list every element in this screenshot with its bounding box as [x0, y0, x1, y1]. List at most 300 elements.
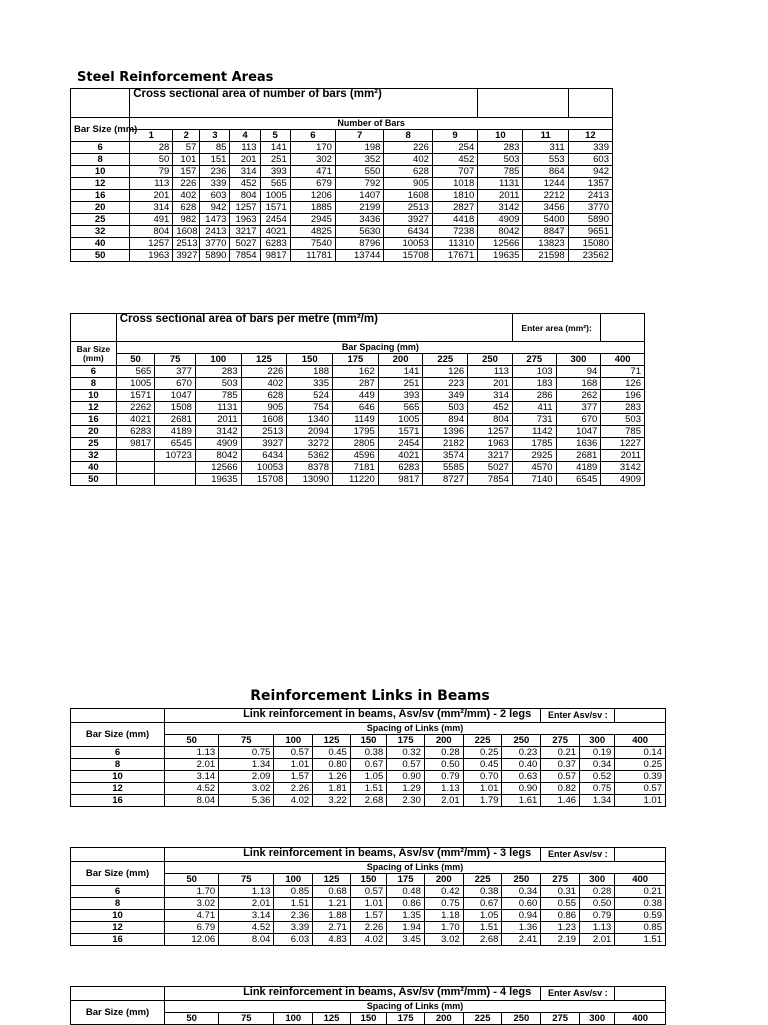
column-header: 50	[165, 1013, 219, 1025]
value-cell: 9817	[378, 474, 423, 486]
value-cell: 287	[333, 378, 379, 390]
table-row	[71, 922, 666, 934]
value-cell: 0.67	[463, 898, 502, 910]
table-row	[71, 402, 645, 414]
column-header: 125	[313, 735, 351, 747]
column-header: 4	[230, 130, 260, 142]
column-header: 7	[335, 130, 383, 142]
value-cell: 0.31	[541, 886, 580, 898]
value-cell: 2.19	[541, 934, 580, 946]
value-cell: 0.80	[313, 759, 351, 771]
column-header: 300	[556, 354, 601, 366]
bar-size-cell: 12	[71, 922, 165, 934]
value-cell: 1005	[116, 378, 155, 390]
bar-size-cell: 12	[71, 783, 165, 795]
links-caption: Link reinforcement in beams, Asv/sv (mm²/mm) - 4 legs	[165, 987, 541, 1001]
value-cell: 3436	[335, 214, 383, 226]
table-row	[71, 747, 666, 759]
value-cell: 754	[287, 402, 333, 414]
column-header: 8	[384, 130, 432, 142]
table-row	[71, 450, 645, 462]
value-cell: 3.39	[274, 922, 313, 934]
value-cell: 157	[173, 166, 200, 178]
value-cell: 2262	[116, 402, 155, 414]
table-row	[71, 238, 613, 250]
value-cell: 731	[512, 414, 556, 426]
column-header: 6	[290, 130, 335, 142]
value-cell: 1571	[378, 426, 423, 438]
value-cell: 4.71	[165, 910, 219, 922]
table-row	[71, 783, 666, 795]
value-cell: 0.25	[615, 759, 666, 771]
value-cell: 393	[260, 166, 290, 178]
value-cell: 1.01	[274, 759, 313, 771]
value-cell: 8796	[335, 238, 383, 250]
value-cell: 804	[130, 226, 173, 238]
value-cell: 0.42	[424, 886, 463, 898]
value-cell: 5.36	[219, 795, 274, 807]
value-cell: 1.57	[350, 910, 386, 922]
value-cell: 1.34	[219, 759, 274, 771]
column-header: 125	[241, 354, 287, 366]
value-cell: 254	[432, 142, 477, 154]
value-cell: 2.68	[350, 795, 386, 807]
value-cell: 894	[423, 414, 468, 426]
value-cell: 314	[130, 202, 173, 214]
value-cell: 0.38	[350, 747, 386, 759]
value-cell: 0.21	[541, 747, 580, 759]
value-cell: 7181	[333, 462, 379, 474]
value-cell: 1357	[568, 178, 612, 190]
value-cell: 201	[130, 190, 173, 202]
value-cell: 302	[290, 154, 335, 166]
value-cell: 0.28	[580, 886, 615, 898]
value-cell: 1.13	[165, 747, 219, 759]
value-cell: 2681	[556, 450, 601, 462]
value-cell: 3770	[200, 238, 230, 250]
value-cell: 339	[568, 142, 612, 154]
value-cell: 4.52	[219, 922, 274, 934]
table-row	[71, 759, 666, 771]
value-cell: 2199	[335, 202, 383, 214]
table-row	[71, 366, 645, 378]
value-cell: 314	[468, 390, 513, 402]
value-cell: 352	[335, 154, 383, 166]
value-cell: 4021	[116, 414, 155, 426]
column-header: 400	[615, 735, 666, 747]
value-cell: 2513	[384, 202, 432, 214]
table-row	[71, 886, 666, 898]
value-cell: 12566	[478, 238, 523, 250]
value-cell: 0.23	[502, 747, 541, 759]
table-row	[71, 771, 666, 783]
value-cell: 565	[378, 402, 423, 414]
value-cell: 0.60	[502, 898, 541, 910]
value-cell: 236	[200, 166, 230, 178]
column-header: 75	[219, 1013, 274, 1025]
value-cell: 19635	[478, 250, 523, 262]
value-cell: 3456	[523, 202, 568, 214]
value-cell: 0.90	[387, 771, 425, 783]
value-cell: 4.83	[313, 934, 351, 946]
group-header: Spacing of Links (mm)	[165, 862, 666, 874]
bar-size-cell: 16	[71, 414, 117, 426]
value-cell: 23562	[568, 250, 612, 262]
value-cell: 0.40	[502, 759, 541, 771]
column-header: 75	[155, 354, 196, 366]
enter-asv-input[interactable]	[615, 848, 666, 862]
column-header: 275	[541, 1013, 580, 1025]
value-cell: 251	[378, 378, 423, 390]
value-cell: 0.38	[615, 898, 666, 910]
value-cell: 0.57	[387, 759, 425, 771]
bars-number-caption: Cross sectional area of number of bars (mm²)	[130, 89, 478, 118]
value-cell: 12.06	[165, 934, 219, 946]
column-header: 250	[502, 735, 541, 747]
value-cell: 0.14	[615, 747, 666, 759]
value-cell: 628	[173, 202, 200, 214]
value-cell: 1227	[601, 438, 645, 450]
value-cell: 503	[601, 414, 645, 426]
bar-size-cell: 16	[71, 190, 130, 202]
column-header: 225	[423, 354, 468, 366]
value-cell: 402	[173, 190, 200, 202]
bar-size-cell: 40	[71, 238, 130, 250]
value-cell: 113	[230, 142, 260, 154]
value-cell: 4418	[432, 214, 477, 226]
bar-size-cell: 8	[71, 898, 165, 910]
value-cell: 1.13	[424, 783, 463, 795]
column-header: 50	[116, 354, 155, 366]
bar-size-cell: 10	[71, 910, 165, 922]
value-cell: 804	[230, 190, 260, 202]
value-cell: 8042	[478, 226, 523, 238]
value-cell: 1.23	[541, 922, 580, 934]
value-cell: 0.86	[541, 910, 580, 922]
bar-size-cell: 20	[71, 202, 130, 214]
column-header: 250	[468, 354, 513, 366]
links-caption: Link reinforcement in beams, Asv/sv (mm²/mm) - 2 legs	[165, 709, 541, 723]
value-cell: 1257	[468, 426, 513, 438]
enter-area-input[interactable]	[601, 314, 645, 342]
value-cell: 792	[335, 178, 383, 190]
value-cell: 0.79	[580, 910, 615, 922]
column-header: 100	[195, 354, 241, 366]
value-cell: 1407	[335, 190, 383, 202]
bar-size-cell: 16	[71, 795, 165, 807]
value-cell: 2513	[173, 238, 200, 250]
value-cell: 4189	[556, 462, 601, 474]
value-cell: 3217	[230, 226, 260, 238]
value-cell: 2.01	[165, 759, 219, 771]
value-cell: 7854	[468, 474, 513, 486]
value-cell: 1.46	[541, 795, 580, 807]
value-cell: 785	[195, 390, 241, 402]
value-cell: 1.21	[313, 898, 351, 910]
value-cell: 2827	[432, 202, 477, 214]
value-cell: 141	[378, 366, 423, 378]
value-cell: 8.04	[219, 934, 274, 946]
value-cell: 50	[130, 154, 173, 166]
value-cell: 3574	[423, 450, 468, 462]
column-header: 275	[541, 735, 580, 747]
value-cell: 6545	[556, 474, 601, 486]
value-cell: 151	[200, 154, 230, 166]
bar-size-cell: 10	[71, 166, 130, 178]
bar-size-cell: 40	[71, 462, 117, 474]
value-cell: 103	[512, 366, 556, 378]
bar-size-cell: 32	[71, 450, 117, 462]
table-row	[71, 250, 613, 262]
value-cell: 670	[155, 378, 196, 390]
value-cell: 2.41	[502, 934, 541, 946]
value-cell: 0.57	[274, 747, 313, 759]
value-cell: 905	[241, 402, 287, 414]
value-cell: 0.19	[580, 747, 615, 759]
value-cell: 71	[601, 366, 645, 378]
value-cell	[155, 474, 196, 486]
value-cell: 0.57	[350, 886, 386, 898]
value-cell: 1.29	[387, 783, 425, 795]
value-cell: 1.81	[313, 783, 351, 795]
value-cell: 0.90	[502, 783, 541, 795]
column-header: 10	[478, 130, 523, 142]
value-cell: 377	[556, 402, 601, 414]
value-cell: 503	[478, 154, 523, 166]
column-header: 125	[313, 874, 351, 886]
value-cell: 311	[523, 142, 568, 154]
value-cell: 12566	[195, 462, 241, 474]
value-cell: 168	[556, 378, 601, 390]
enter-asv-label: Enter Asv/sv :	[541, 987, 615, 1001]
column-header: 9	[432, 130, 477, 142]
value-cell: 0.75	[580, 783, 615, 795]
bars-number-table	[70, 88, 613, 262]
bar-size-cell: 8	[71, 378, 117, 390]
column-header: 300	[580, 874, 615, 886]
value-cell: 2.01	[219, 898, 274, 910]
table-row	[71, 190, 613, 202]
value-cell: 5027	[230, 238, 260, 250]
value-cell: 1.51	[350, 783, 386, 795]
table-row	[71, 214, 613, 226]
value-cell: 1.01	[350, 898, 386, 910]
table-row	[71, 426, 645, 438]
value-cell: 0.52	[580, 771, 615, 783]
value-cell: 7854	[230, 250, 260, 262]
value-cell: 1131	[195, 402, 241, 414]
value-cell: 1142	[512, 426, 556, 438]
value-cell: 4189	[155, 426, 196, 438]
row-header: Bar Size (mm)	[71, 1001, 165, 1025]
bar-size-cell: 8	[71, 154, 130, 166]
value-cell: 1608	[173, 226, 200, 238]
value-cell: 8042	[195, 450, 241, 462]
table-row	[71, 226, 613, 238]
value-cell: 3.45	[387, 934, 425, 946]
value-cell: 1257	[230, 202, 260, 214]
value-cell: 402	[384, 154, 432, 166]
bar-size-cell: 6	[71, 747, 165, 759]
column-header: 75	[219, 735, 274, 747]
enter-asv-input[interactable]	[615, 987, 666, 1001]
value-cell: 5027	[468, 462, 513, 474]
column-header: 300	[580, 735, 615, 747]
column-header: 150	[350, 735, 386, 747]
value-cell: 0.55	[541, 898, 580, 910]
value-cell: 452	[432, 154, 477, 166]
table-row	[71, 438, 645, 450]
value-cell: 335	[287, 378, 333, 390]
value-cell: 942	[200, 202, 230, 214]
value-cell: 3272	[287, 438, 333, 450]
value-cell: 2454	[378, 438, 423, 450]
value-cell: 286	[512, 390, 556, 402]
bar-size-cell: 10	[71, 771, 165, 783]
value-cell: 3.02	[219, 783, 274, 795]
column-header: 200	[424, 735, 463, 747]
table-row	[71, 178, 613, 190]
value-cell: 4021	[378, 450, 423, 462]
value-cell: 804	[468, 414, 513, 426]
value-cell: 0.38	[463, 886, 502, 898]
column-header: 150	[287, 354, 333, 366]
value-cell: 707	[432, 166, 477, 178]
value-cell: 1047	[155, 390, 196, 402]
value-cell: 1608	[241, 414, 287, 426]
value-cell: 5362	[287, 450, 333, 462]
value-cell: 2805	[333, 438, 379, 450]
value-cell: 1.34	[580, 795, 615, 807]
table-row	[71, 474, 645, 486]
value-cell: 1.01	[463, 783, 502, 795]
value-cell: 1257	[130, 238, 173, 250]
column-header: 200	[378, 354, 423, 366]
value-cell: 1.51	[274, 898, 313, 910]
value-cell: 79	[130, 166, 173, 178]
value-cell: 1.57	[274, 771, 313, 783]
steel-areas-title: Steel Reinforcement Areas	[77, 70, 274, 85]
value-cell: 393	[378, 390, 423, 402]
value-cell: 13823	[523, 238, 568, 250]
bar-size-cell: 6	[71, 886, 165, 898]
value-cell: 1.35	[387, 910, 425, 922]
value-cell: 2011	[195, 414, 241, 426]
value-cell: 283	[478, 142, 523, 154]
value-cell: 471	[290, 166, 335, 178]
value-cell: 11310	[432, 238, 477, 250]
value-cell: 17671	[432, 250, 477, 262]
value-cell: 6283	[116, 426, 155, 438]
value-cell: 13744	[335, 250, 383, 262]
column-header: 175	[387, 1013, 425, 1025]
value-cell: 1244	[523, 178, 568, 190]
value-cell: 603	[568, 154, 612, 166]
enter-asv-input[interactable]	[615, 709, 666, 723]
value-cell: 0.32	[387, 747, 425, 759]
bar-size-cell: 20	[71, 426, 117, 438]
table-row	[71, 414, 645, 426]
value-cell: 2.26	[350, 922, 386, 934]
value-cell: 126	[423, 366, 468, 378]
value-cell: 0.34	[502, 886, 541, 898]
value-cell: 503	[195, 378, 241, 390]
value-cell: 1508	[155, 402, 196, 414]
value-cell	[155, 462, 196, 474]
value-cell: 6283	[260, 238, 290, 250]
column-header: 225	[463, 874, 502, 886]
value-cell: 4909	[478, 214, 523, 226]
column-header: 50	[165, 874, 219, 886]
value-cell: 0.57	[615, 783, 666, 795]
value-cell: 7238	[432, 226, 477, 238]
value-cell: 1885	[290, 202, 335, 214]
value-cell: 1963	[468, 438, 513, 450]
value-cell: 864	[523, 166, 568, 178]
table-row	[71, 462, 645, 474]
value-cell: 1785	[512, 438, 556, 450]
value-cell: 785	[601, 426, 645, 438]
table-row	[71, 142, 613, 154]
value-cell: 2945	[290, 214, 335, 226]
value-cell: 0.57	[541, 771, 580, 783]
value-cell: 7140	[512, 474, 556, 486]
value-cell: 0.67	[350, 759, 386, 771]
value-cell: 15080	[568, 238, 612, 250]
column-header: 2	[173, 130, 200, 142]
value-cell: 1.13	[580, 922, 615, 934]
table-row	[71, 934, 666, 946]
value-cell: 1396	[423, 426, 468, 438]
blank-cell	[71, 987, 165, 1001]
value-cell: 5585	[423, 462, 468, 474]
value-cell: 1.51	[615, 934, 666, 946]
value-cell: 3770	[568, 202, 612, 214]
value-cell: 7540	[290, 238, 335, 250]
value-cell: 0.28	[424, 747, 463, 759]
value-cell: 1636	[556, 438, 601, 450]
column-header: 3	[200, 130, 230, 142]
value-cell: 0.68	[313, 886, 351, 898]
value-cell: 0.86	[387, 898, 425, 910]
value-cell: 4.02	[274, 795, 313, 807]
value-cell: 679	[290, 178, 335, 190]
value-cell: 3.14	[219, 910, 274, 922]
value-cell: 226	[241, 366, 287, 378]
value-cell: 1149	[333, 414, 379, 426]
value-cell: 6434	[241, 450, 287, 462]
bar-size-cell: 6	[71, 142, 130, 154]
row-header: Bar Size (mm)	[71, 118, 130, 142]
value-cell: 2413	[568, 190, 612, 202]
value-cell: 57	[173, 142, 200, 154]
value-cell: 162	[333, 366, 379, 378]
group-header: Spacing of Links (mm)	[165, 1001, 666, 1013]
value-cell: 628	[241, 390, 287, 402]
value-cell: 565	[260, 178, 290, 190]
value-cell: 1005	[378, 414, 423, 426]
value-cell: 553	[523, 154, 568, 166]
value-cell: 170	[290, 142, 335, 154]
links-table-4-legs	[70, 986, 666, 1025]
bar-size-cell: 10	[71, 390, 117, 402]
value-cell: 21598	[523, 250, 568, 262]
group-header: Bar Spacing (mm)	[116, 342, 644, 354]
value-cell: 1.51	[463, 922, 502, 934]
value-cell: 565	[116, 366, 155, 378]
value-cell: 402	[241, 378, 287, 390]
links-table-2-legs	[70, 708, 666, 807]
